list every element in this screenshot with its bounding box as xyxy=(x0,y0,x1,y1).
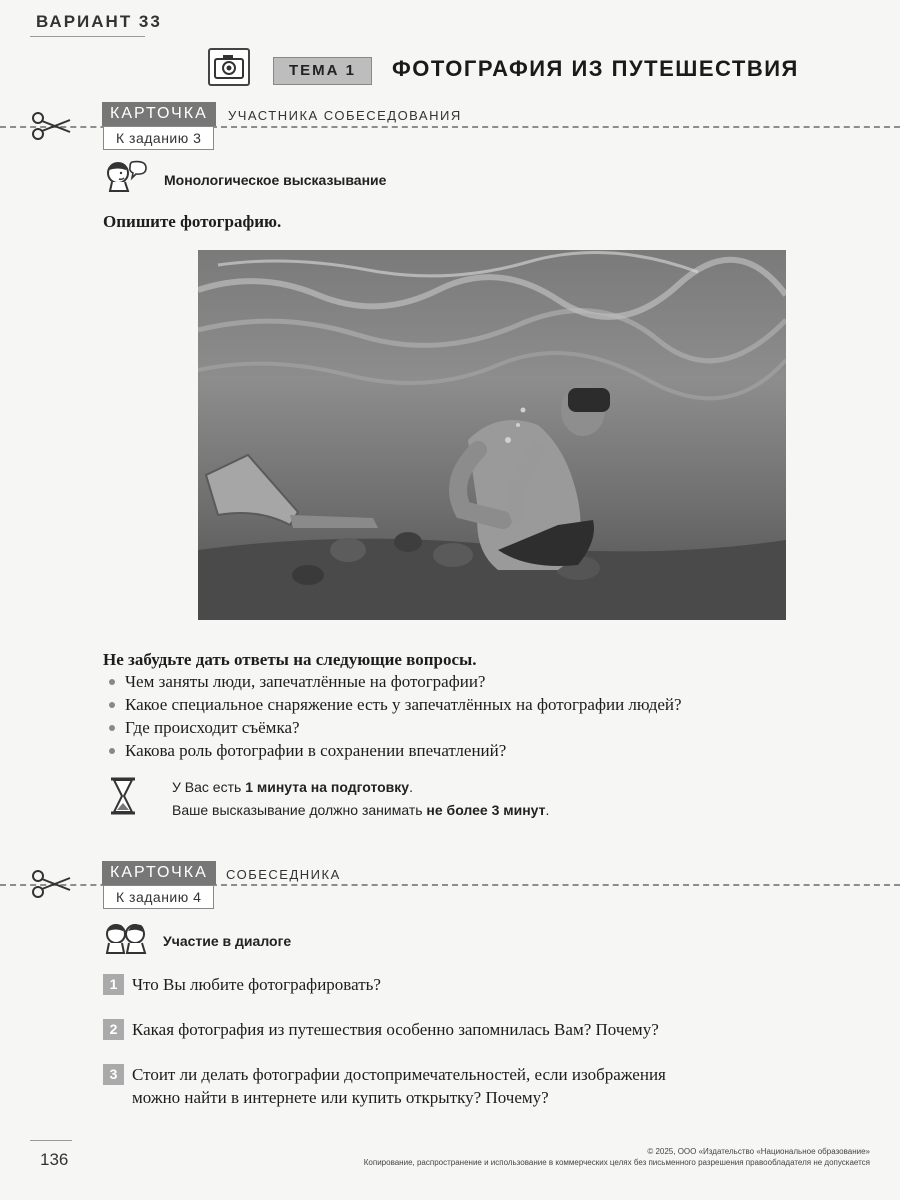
card-label: КАРТОЧКА xyxy=(102,102,216,126)
dialogue-question xyxy=(132,973,832,996)
page-title: ФОТОГРАФИЯ ИЗ ПУТЕШЕСТВИЯ xyxy=(392,56,799,81)
question-line: можно найти в интернете или купить открытку? Почему? xyxy=(132,1088,549,1107)
question-number: 1 xyxy=(103,974,124,995)
variant-label: ВАРИАНТ 33 xyxy=(36,12,162,31)
instruction: Опишите фотографию. xyxy=(103,212,282,231)
scissors-icon xyxy=(30,110,72,142)
bullet-icon xyxy=(109,748,115,754)
scissors-icon xyxy=(30,868,72,900)
question-line: Что Вы любите фотографировать? xyxy=(132,975,381,994)
card-label: КАРТОЧКА xyxy=(102,861,216,885)
prep-end: . xyxy=(409,779,413,795)
question-text: Какова роль фотографии в сохранении впечатлений? xyxy=(125,741,507,760)
question-line: Стоит ли делать фотографии достопримечательностей, если изображения xyxy=(132,1065,666,1084)
answer-duration-note xyxy=(172,802,549,818)
copyright-line: © 2025, ООО «Издательство «Национальное образование» xyxy=(647,1147,870,1156)
bullet-icon xyxy=(109,725,115,731)
duration-limit: не более 3 минут xyxy=(426,802,546,818)
task-reference: К заданию 3 xyxy=(103,126,214,150)
tema-tag: ТЕМА 1 xyxy=(273,57,372,85)
task-reference: К заданию 4 xyxy=(103,885,214,909)
copyright-note xyxy=(364,1146,870,1168)
prep-time-note xyxy=(172,779,413,795)
question-number: 2 xyxy=(103,1019,124,1040)
speaker-icon xyxy=(104,158,148,192)
section-label: Участие в диалоге xyxy=(163,933,292,949)
list-item xyxy=(103,716,682,739)
prep-time: 1 минута на подготовку xyxy=(245,779,410,795)
list-item xyxy=(103,739,682,762)
page-number: 136 xyxy=(40,1150,69,1169)
prep-text: У Вас есть xyxy=(172,779,246,795)
section-label: Монологическое высказывание xyxy=(164,172,387,188)
question-list xyxy=(103,670,682,762)
bullet-icon xyxy=(109,702,115,708)
bullet-icon xyxy=(109,679,115,685)
variant-divider xyxy=(30,36,145,37)
question-number: 3 xyxy=(103,1064,124,1085)
question-text: Чем заняты люди, запечатлённые на фотографии? xyxy=(125,672,486,691)
hourglass-icon xyxy=(108,776,138,816)
page-number-rule xyxy=(30,1140,72,1141)
question-line: Какая фотография из путешествия особенно запомнилась Вам? Почему? xyxy=(132,1020,659,1039)
duration-text: Ваше высказывание должно занимать xyxy=(172,802,427,818)
question-text: Где происходит съёмка? xyxy=(125,718,300,737)
dialogue-question xyxy=(132,1018,832,1041)
dialogue-icon xyxy=(104,920,148,954)
duration-end: . xyxy=(545,802,550,818)
question-text: Какое специальное снаряжение есть у запечатлённых на фотографии людей? xyxy=(125,695,682,714)
camera-icon xyxy=(208,48,250,86)
card-subtitle: УЧАСТНИКА СОБЕСЕДОВАНИЯ xyxy=(228,108,462,123)
list-item xyxy=(103,693,682,716)
card-subtitle: СОБЕСЕДНИКА xyxy=(226,867,341,882)
list-item xyxy=(103,670,682,693)
copyright-line: Копирование, распространение и использование в коммерческих целях без письменного разрешения правообладателя не допускается xyxy=(363,1158,870,1167)
dialogue-question xyxy=(132,1063,832,1109)
underwater-photo xyxy=(198,250,786,620)
questions-heading: Не забудьте дать ответы на следующие вопросы. xyxy=(103,650,477,669)
